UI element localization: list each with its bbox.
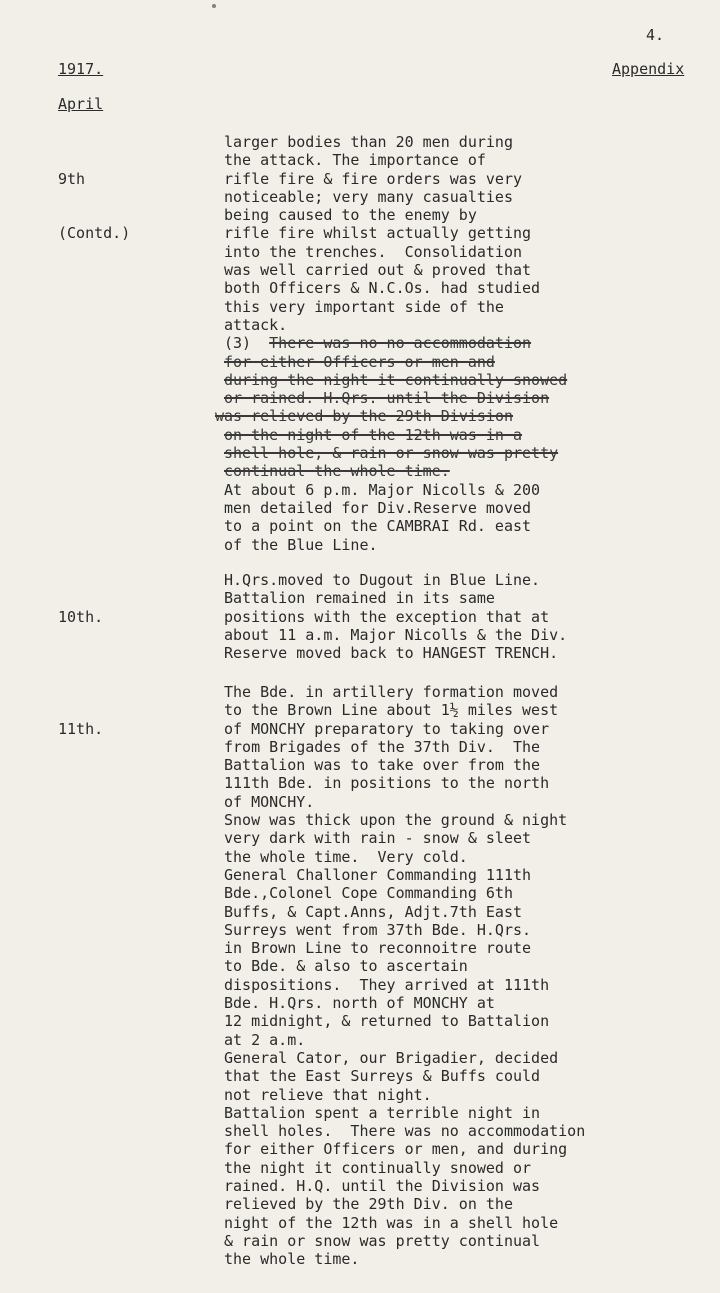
- text-line: Bde.,Colonel Cope Commanding 6th: [224, 884, 513, 903]
- text-line: Buffs, & Capt.Anns, Adjt.7th East: [224, 902, 523, 921]
- text-line: both Officers & N.C.Os. had studied: [224, 279, 541, 298]
- text-line: in Brown Line to reconnoitre route: [224, 939, 532, 958]
- text-line: [224, 353, 567, 371]
- text-line: was well carried out & proved that: [224, 261, 532, 280]
- struck-through-text: or rained. H.Qrs. until the Division: [224, 389, 550, 408]
- text-line: [224, 334, 567, 352]
- text-line: this very important side of the: [224, 297, 504, 316]
- text-line: the whole time. Very cold.: [224, 847, 468, 866]
- struck-through-text: was relieved by the 29th Division: [215, 407, 514, 426]
- text-line: dispositions. They arrived at 111th: [224, 975, 550, 994]
- text-line: about 11 a.m. Major Nicolls & the Div.: [224, 625, 568, 644]
- text-line: 12 midnight, & returned to Battalion: [224, 1012, 550, 1031]
- text-line: Battalion was to take over from the: [224, 756, 541, 775]
- text-line: men detailed for Div.Reserve moved: [224, 498, 532, 517]
- entry-date: [58, 571, 103, 662]
- text-line: positions with the exception that at: [224, 607, 550, 626]
- year-heading: 1917.: [58, 60, 104, 78]
- struck-through-text: on the night of the 12th was in a: [224, 425, 523, 444]
- text-line: Battalion remained in its same: [224, 589, 495, 608]
- text-line: larger bodies than 20 men during: [224, 133, 513, 151]
- text-line: very dark with rain - snow & sleet: [224, 829, 532, 848]
- text-line: to the Brown Line about 1½ miles west: [224, 701, 559, 720]
- text-line: 111th Bde. in positions to the north: [224, 774, 550, 793]
- text-line: noticeable; very many casualties: [224, 187, 513, 206]
- text-line: [224, 426, 567, 444]
- appendix-label: Appendix: [612, 60, 685, 78]
- text-line: of MONCHY preparatory to taking over: [224, 719, 550, 738]
- paper-speck: [212, 4, 216, 8]
- text-line: to a point on the CAMBRAI Rd. east: [224, 517, 532, 536]
- text-line: H.Qrs.moved to Dugout in Blue Line.: [224, 571, 541, 589]
- date-line: (Contd.): [58, 224, 131, 243]
- struck-through-text: There was no no accommodation: [269, 334, 532, 353]
- text-line: the night it continually snowed or: [224, 1158, 532, 1177]
- text-line: the attack. The importance of: [224, 151, 486, 170]
- date-line: 11th.: [58, 719, 104, 738]
- text-line: rifle fire & fire orders was very: [224, 169, 523, 188]
- text-line: General Cator, our Brigadier, decided: [224, 1048, 559, 1067]
- text-line: At about 6 p.m. Major Nicolls & 200: [224, 480, 541, 499]
- text-line: that the East Surreys & Buffs could: [224, 1067, 541, 1086]
- text-line: [224, 462, 567, 480]
- text-line: The Bde. in artillery formation moved: [224, 683, 559, 701]
- text-line: being caused to the enemy by: [224, 206, 477, 225]
- text-line: & rain or snow was pretty continual: [224, 1231, 541, 1250]
- text-line: General Challoner Commanding 111th: [224, 865, 532, 884]
- struck-through-text: continual the whole time.: [224, 462, 450, 481]
- text-line: Battalion spent a terrible night in: [224, 1103, 541, 1122]
- text-line: at 2 a.m.: [224, 1030, 306, 1049]
- struck-through-text: shell hole, & rain or snow was pretty: [224, 444, 559, 463]
- line-prefix: (3): [224, 334, 270, 353]
- text-line: into the trenches. Consolidation: [224, 242, 523, 261]
- date-line: 9th: [58, 169, 86, 188]
- text-line: night of the 12th was in a shell hole: [224, 1213, 559, 1232]
- text-line: of the Blue Line.: [224, 535, 378, 554]
- struck-through-text: during the night it continually snowed: [224, 370, 568, 389]
- text-line: rifle fire whilst actually getting: [224, 224, 532, 243]
- entry-date: [58, 683, 103, 774]
- date-line: 10th.: [58, 607, 104, 626]
- entry-text: [224, 571, 567, 662]
- text-line: of MONCHY.: [224, 792, 315, 811]
- text-line: shell holes. There was no accommodation: [224, 1122, 586, 1141]
- text-line: [215, 407, 567, 425]
- text-line: relieved by the 29th Div. on the: [224, 1195, 513, 1214]
- text-line: the whole time.: [224, 1250, 360, 1269]
- month-heading: April: [58, 95, 104, 113]
- text-line: to Bde. & also to ascertain: [224, 957, 468, 976]
- text-line: not relieve that night.: [224, 1085, 432, 1104]
- page-number: 4.: [646, 26, 665, 44]
- text-line: for either Officers or men, and during: [224, 1140, 568, 1159]
- entry-text: [215, 133, 568, 554]
- text-line: [224, 389, 567, 407]
- text-line: [224, 371, 567, 389]
- text-line: [224, 444, 567, 462]
- text-line: from Brigades of the 37th Div. The: [224, 737, 541, 756]
- text-line: Surreys went from 37th Bde. H.Qrs.: [224, 920, 532, 939]
- text-line: Reserve moved back to HANGEST TRENCH.: [224, 644, 559, 663]
- text-line: Snow was thick upon the ground & night: [224, 811, 568, 830]
- entry-text: [224, 683, 585, 1269]
- entry-date: [58, 133, 130, 279]
- struck-through-text: for either Officers or men and: [224, 352, 495, 371]
- text-line: attack.: [224, 315, 288, 334]
- text-line: Bde. H.Qrs. north of MONCHY at: [224, 994, 495, 1013]
- text-line: rained. H.Q. until the Division was: [224, 1177, 541, 1196]
